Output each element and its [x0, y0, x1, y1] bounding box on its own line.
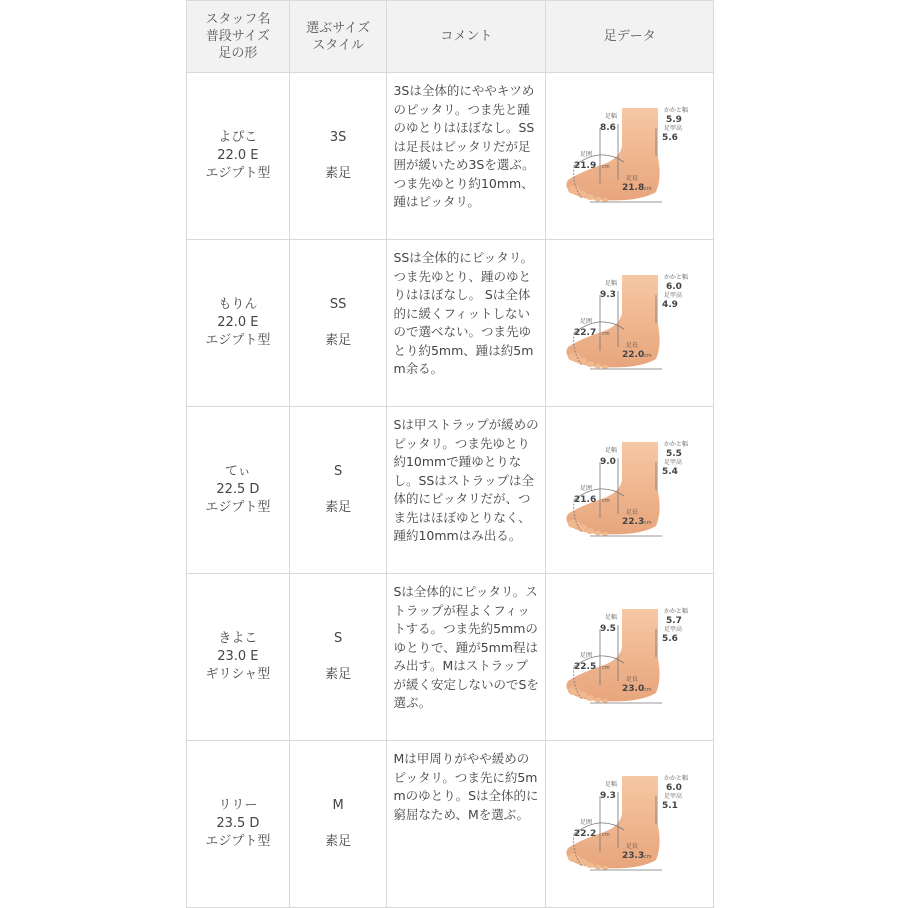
table-row	[187, 73, 714, 240]
style: 素足	[325, 834, 352, 849]
chosen-size: M	[332, 798, 344, 813]
usual-size: 23.0 E	[217, 649, 259, 664]
foot-data-cell	[546, 574, 714, 741]
instep-value: 5.4	[661, 467, 678, 477]
girth-unit: cm	[601, 665, 610, 671]
foot-width-value: 9.0	[599, 457, 616, 467]
foot-data-cell	[546, 741, 714, 908]
comment-text: Sは全体的にピッタリ。ストラップが程よくフィットする。つま先約5mmのゆとりで、踵が5mm程はみ出す。Mはストラップが緩く安定しないのでSを選ぶ。	[393, 584, 539, 710]
staff-size-table	[186, 0, 714, 908]
style: 素足	[325, 166, 352, 181]
foot-width-label: 足幅	[604, 447, 617, 454]
staff-name: よぴこ	[218, 130, 258, 145]
girth-unit: cm	[601, 164, 610, 170]
foot-illustration	[560, 106, 700, 206]
instep-label: 足甲高	[663, 626, 682, 633]
usual-size: 22.0 E	[217, 315, 259, 330]
comment-cell	[387, 407, 546, 574]
foot-shape: エジプト型	[205, 834, 271, 849]
girth-value: 22.5	[573, 662, 596, 672]
size-cell	[289, 73, 387, 240]
heel-width-value: 6.0	[665, 282, 682, 292]
girth-label: 足囲	[579, 819, 592, 826]
chosen-size: 3S	[329, 130, 347, 145]
instep-label: 足甲高	[663, 793, 682, 800]
length-value: 23.0	[621, 684, 644, 694]
heel-width-value: 5.7	[665, 616, 682, 626]
table-row	[187, 240, 714, 407]
length-unit: cm	[643, 687, 652, 693]
instep-label: 足甲高	[663, 292, 682, 299]
instep-value: 5.1	[661, 801, 678, 811]
foot-shape: エジプト型	[205, 166, 271, 181]
girth-unit: cm	[601, 331, 610, 337]
foot-data-cell	[546, 407, 714, 574]
size-cell	[289, 240, 387, 407]
table-row	[187, 574, 714, 741]
heel-width-label: かかと幅	[663, 274, 688, 281]
girth-label: 足囲	[579, 652, 592, 659]
header-staff: スタッフ名 普段サイズ 足の形	[187, 1, 290, 73]
staff-name: リリー	[218, 798, 258, 813]
foot-shape: エジプト型	[205, 333, 271, 348]
girth-value: 22.2	[573, 829, 596, 839]
comment-text: 3Sは全体的にややキツめのピッタリ。つま先と踵のゆとりはほぼなし。SSは足長はピッタリだが足囲が緩いため3Sを選ぶ。つま先ゆとり約10mm、踵はピッタリ。	[393, 83, 535, 209]
foot-illustration	[560, 607, 700, 707]
length-unit: cm	[643, 353, 652, 359]
comment-cell	[387, 240, 546, 407]
chosen-size: S	[333, 464, 343, 479]
table-row	[187, 407, 714, 574]
foot-data-cell	[546, 240, 714, 407]
staff-cell	[187, 574, 290, 741]
table-row	[187, 741, 714, 908]
heel-width-label: かかと幅	[663, 107, 688, 114]
length-unit: cm	[643, 854, 652, 860]
length-label: 足長	[625, 509, 638, 516]
foot-illustration	[560, 440, 700, 540]
girth-value: 21.6	[573, 495, 596, 505]
usual-size: 22.0 E	[217, 148, 259, 163]
staff-name: てぃ	[225, 464, 251, 479]
heel-width-label: かかと幅	[663, 441, 688, 448]
foot-width-value: 9.3	[599, 791, 616, 801]
girth-label: 足囲	[579, 485, 592, 492]
foot-width-label: 足幅	[604, 781, 617, 788]
header-foot-data: 足データ	[546, 1, 714, 73]
length-unit: cm	[643, 186, 652, 192]
girth-label: 足囲	[579, 151, 592, 158]
girth-value: 21.9	[573, 161, 596, 171]
foot-illustration	[560, 774, 700, 874]
length-value: 22.0	[621, 350, 644, 360]
comment-cell	[387, 741, 546, 908]
header-size: 選ぶサイズ スタイル	[289, 1, 387, 73]
heel-width-value: 6.0	[665, 783, 682, 793]
staff-name: もりん	[218, 297, 258, 312]
girth-label: 足囲	[579, 318, 592, 325]
usual-size: 22.5 D	[216, 482, 260, 497]
instep-label: 足甲高	[663, 459, 682, 466]
length-label: 足長	[625, 342, 638, 349]
comment-text: Sは甲ストラップが緩めのピッタリ。つま先ゆとり約10mmで踵ゆとりなし。SSはストラップは全体的にピッタリだが、つま先はほぼゆとりなく、踵約10mmはみ出る。	[393, 417, 539, 543]
staff-cell	[187, 240, 290, 407]
foot-width-label: 足幅	[604, 614, 617, 621]
style: 素足	[325, 667, 352, 682]
staff-cell	[187, 407, 290, 574]
girth-value: 22.7	[573, 328, 596, 338]
staff-name: きよこ	[218, 631, 258, 646]
length-value: 21.8	[621, 183, 644, 193]
staff-cell	[187, 741, 290, 908]
instep-value: 5.6	[661, 133, 678, 143]
foot-width-value: 9.3	[599, 290, 616, 300]
length-value: 22.3	[621, 517, 644, 527]
foot-width-label: 足幅	[604, 280, 617, 287]
instep-value: 5.6	[661, 634, 678, 644]
chosen-size: S	[333, 631, 343, 646]
style: 素足	[325, 500, 352, 515]
foot-width-label: 足幅	[604, 113, 617, 120]
foot-shape: エジプト型	[205, 500, 271, 515]
girth-unit: cm	[601, 832, 610, 838]
length-value: 23.3	[621, 851, 644, 861]
heel-width-label: かかと幅	[663, 608, 688, 615]
size-cell	[289, 407, 387, 574]
heel-width-label: かかと幅	[663, 775, 688, 782]
length-label: 足長	[625, 175, 638, 182]
heel-width-value: 5.9	[665, 115, 682, 125]
foot-width-value: 8.6	[599, 123, 616, 133]
comment-text: SSは全体的にピッタリ。つま先ゆとり、踵のゆとりはほぼなし。 Sは全体的に緩くフィットしないので選べない。つま先ゆとり約5mm、踵は約5mm余る。	[393, 250, 534, 376]
length-label: 足長	[625, 843, 638, 850]
style: 素足	[325, 333, 352, 348]
table-header-row	[187, 1, 714, 73]
size-cell	[289, 574, 387, 741]
comment-text: Mは甲周りがやや緩めのピッタリ。つま先に約5mmのゆとり。Sは全体的に窮屈なため、Mを選ぶ。	[393, 751, 539, 822]
header-comment: コメント	[387, 1, 546, 73]
size-cell	[289, 741, 387, 908]
heel-width-value: 5.5	[665, 449, 682, 459]
foot-shape: ギリシャ型	[205, 667, 271, 682]
instep-label: 足甲高	[663, 125, 682, 132]
girth-unit: cm	[601, 498, 610, 504]
foot-illustration	[560, 273, 700, 373]
chosen-size: SS	[329, 297, 347, 312]
comment-cell	[387, 73, 546, 240]
foot-width-value: 9.5	[599, 624, 616, 634]
usual-size: 23.5 D	[216, 816, 260, 831]
comment-cell	[387, 574, 546, 741]
length-unit: cm	[643, 520, 652, 526]
foot-data-cell	[546, 73, 714, 240]
instep-value: 4.9	[661, 300, 678, 310]
length-label: 足長	[625, 676, 638, 683]
staff-cell	[187, 73, 290, 240]
